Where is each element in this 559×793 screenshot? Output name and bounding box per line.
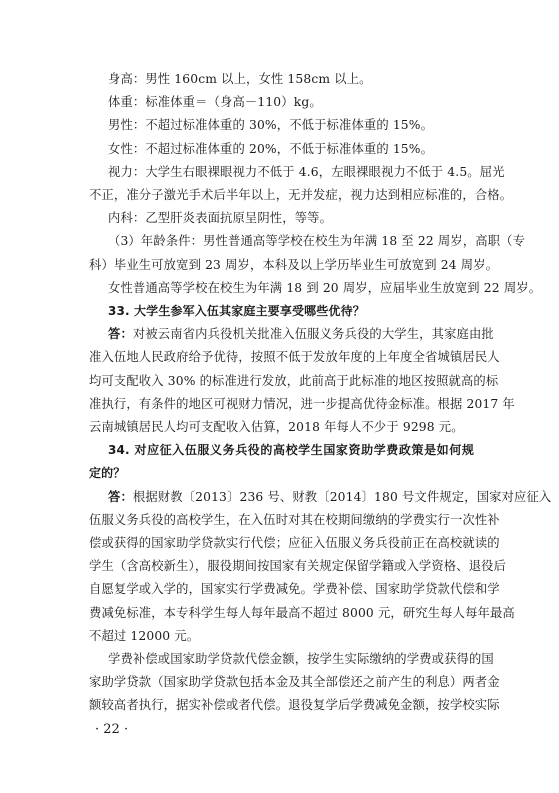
question-heading-cont: 定的？ xyxy=(89,466,126,481)
answer-text: 对被云南省内兵役机关批准入伍服义务兵役的大学生，其家庭由批 xyxy=(132,327,494,342)
answer-text: 根据财教〔2013〕236 号、财教〔2014〕180 号文件规定，国家对应征入 xyxy=(132,489,552,504)
text-line: 科）毕业生可放宽到 23 周岁，本科及以上学历毕业生可放宽到 24 周岁。 xyxy=(89,257,499,272)
page-number: · 22 · xyxy=(95,722,129,738)
text-line: 不正，准分子激光手术后半年以上，无并发症，视力达到相应标准的，合格。 xyxy=(89,188,513,202)
text-line: 云南城镇居民人均可支配收入估算，2018 年每人不少于 9298 元。 xyxy=(89,420,464,434)
text-line: 男性：不超过标准体重的 30%，不低于标准体重的 15%。 xyxy=(108,118,434,133)
text-line: 家助学贷款（国家助学贷款包括本金及其全部偿还之前产生的利息）两者金 xyxy=(89,675,500,690)
text-line: 体重：标准体重＝（身高－110）kg。 xyxy=(108,95,322,110)
text-line: 女性普通高等学校在校生为年满 18 到 20 周岁，应届毕业生放宽到 22 周岁。 xyxy=(108,280,542,295)
text-line: 学费补偿或国家助学贷款代偿金额，按学生实际缴纳的学费或获得的国 xyxy=(108,652,494,666)
text-line: 伍服义务兵役的高校学生，在入伍时对其在校期间缴纳的学费实行一次性补 xyxy=(89,512,500,527)
text-line: 均可支配收入 30% 的标准进行发放，此前高于此标准的地区按照就高的标 xyxy=(89,373,499,388)
answer-label: 答： xyxy=(108,327,133,342)
question-heading: 34. 对应征入伍服义务兵役的高校学生国家资助学费政策是如何规 xyxy=(108,443,474,458)
text-line: 准执行，有条件的地区可视财力情况，进一步提高优待金标准。根据 2017 年 xyxy=(89,396,515,411)
text-line: 视力：大学生右眼裸眼视力不低于 4.6，左眼裸眼视力不低于 4.5。屈光 xyxy=(108,164,505,179)
text-line: 偿或获得的国家助学贷款实行代偿；应征入伍服义务兵役前正在高校就读的 xyxy=(89,536,500,550)
text-line: 不超过 12000 元。 xyxy=(89,628,200,643)
text-line: 学生（含高校新生），服役期间按国家有关规定保留学籍或入学资格、退役后 xyxy=(89,559,507,574)
answer-label: 答： xyxy=(108,489,133,504)
text-line: 额较高者执行，据实补偿或者代偿。退役复学后学费减免金额，按学校实际 xyxy=(89,698,500,713)
text-line: 费减免标准，本专科学生每人每年最高不超过 8000 元，研究生每人每年最高 xyxy=(89,605,515,620)
text-line: 女性：不超过标准体重的 20%，不低于标准体重的 15%。 xyxy=(108,141,434,156)
answer-line xyxy=(108,326,494,343)
text-line: （3）年龄条件：男性普通高等学校在校生为年满 18 至 22 周岁，高职（专 xyxy=(108,234,526,249)
text-line: 准入伍地人民政府给予优待，按照不低于发放年度的上年度全省城镇居民人 xyxy=(89,350,500,365)
question-heading: 33. 大学生参军入伍其家庭主要享受哪些优待？ xyxy=(108,304,365,318)
text-line: 自愿复学或入学的，国家实行学费减免。学费补偿、国家助学贷款代偿和学 xyxy=(89,582,500,597)
text-line: 内科：乙型肝炎表面抗原呈阴性，等等。 xyxy=(108,211,333,226)
text-line: 身高：男性 160cm 以上，女性 158cm 以上。 xyxy=(108,72,372,86)
answer-line xyxy=(108,489,552,506)
